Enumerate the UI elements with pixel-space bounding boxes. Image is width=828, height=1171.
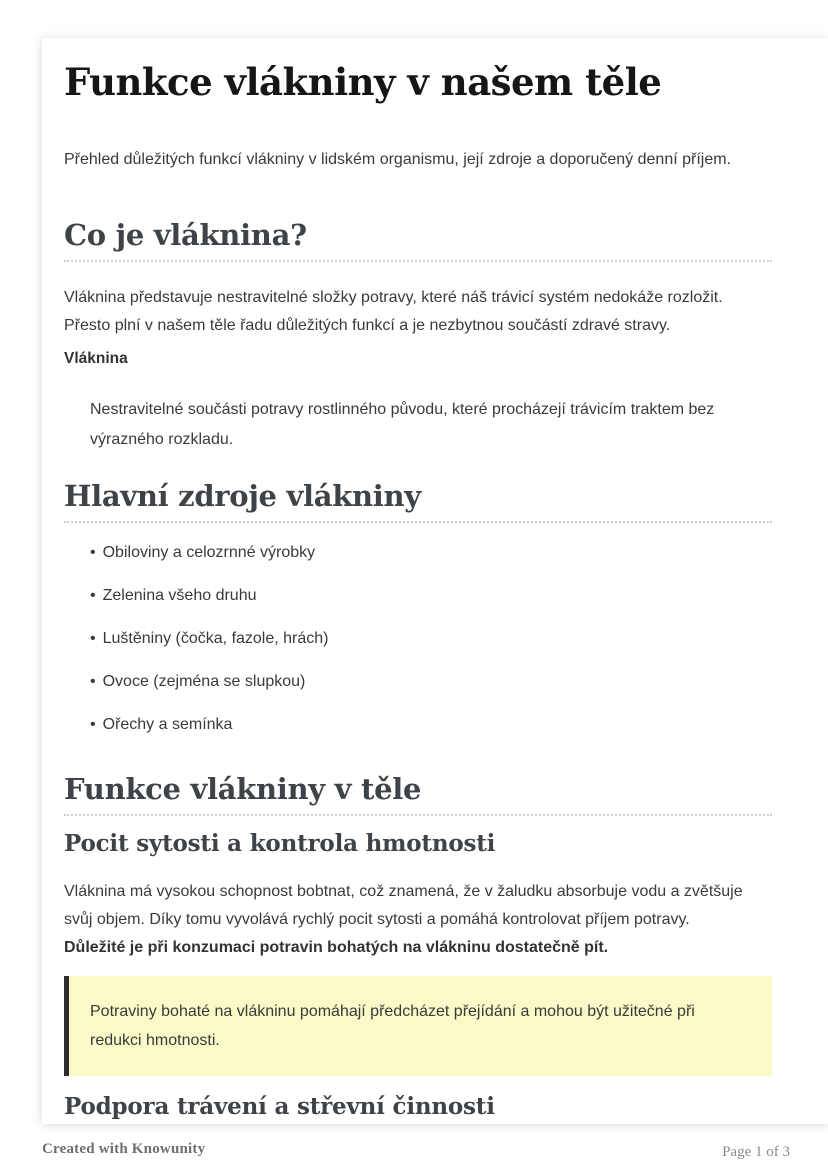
paragraph-satiety-text: Vláknina má vysokou schopnost bobtnat, což znamená, že v žaludku absorbuje vodu a zvětšuje svůj objem. Díky tomu vyvolává rychlý pocit sytosti a pomáhá kontrolovat příjem potravy. [64, 883, 743, 928]
bullet-icon: • [90, 673, 96, 690]
list-item-label: Ořechy a semínka [102, 716, 233, 733]
section-heading-sources: Hlavní zdroje vlákniny [64, 479, 772, 523]
section-heading-functions: Funkce vlákniny v těle [64, 772, 772, 816]
list-item-label: Zelenina všeho druhu [102, 587, 257, 604]
list-item [90, 625, 772, 653]
definition-term: Vláknina [64, 350, 128, 367]
list-item-label: Ovoce (zejména se slupkou) [102, 673, 306, 690]
bullet-icon: • [90, 716, 96, 733]
fiber-sources-list [64, 539, 772, 739]
highlight-callout [64, 976, 772, 1076]
list-item [90, 539, 772, 567]
section-what-is-fiber [64, 218, 772, 455]
paragraph-satiety-emphasis: Důležité je při konzumaci potravin bohatých na vlákninu dostatečně pít. [64, 939, 609, 956]
subsection-heading-digestion: Podpora trávení a střevní činnosti [64, 1093, 495, 1120]
page-number-indicator: Page 1 of 3 [722, 1144, 790, 1160]
document-subtitle: Přehled důležitých funkcí vlákniny v lidském organismu, její zdroje a doporučený denní příjem. [64, 151, 731, 168]
bullet-icon: • [90, 587, 96, 604]
paragraph-what-is: Vláknina představuje nestravitelné složky potravy, které náš trávicí systém nedokáže rozložit. Přesto plní v našem těle řadu důležitých funkcí a je nezbytnou součástí zdravé stravy. [64, 289, 723, 334]
list-item [90, 582, 772, 610]
document-page [42, 38, 828, 1124]
bullet-icon: • [90, 630, 96, 647]
list-item [90, 668, 772, 696]
definition-text: Nestravitelné součásti potravy rostlinného původu, které procházejí trávicím traktem bez výrazného rozkladu. [90, 401, 715, 448]
list-item-label: Luštěniny (čočka, fazole, hrách) [102, 630, 329, 647]
watermark-created-with: Created with Knowunity [42, 1141, 206, 1157]
page-title: Funkce vlákniny v našem těle [64, 60, 662, 104]
bullet-icon: • [90, 544, 96, 561]
list-item [90, 711, 772, 739]
section-fiber-sources [64, 479, 772, 739]
callout-text: Potraviny bohaté na vlákninu pomáhají předcházet přejídání a mohou být užitečné při redukci hmotnosti. [90, 1003, 695, 1049]
subsection-heading-satiety: Pocit sytosti a kontrola hmotnosti [64, 830, 496, 857]
list-item-label: Obiloviny a celozrnné výrobky [102, 544, 316, 561]
section-heading-what-is: Co je vláknina? [64, 218, 772, 262]
paragraph-satiety [64, 878, 772, 962]
section-fiber-functions [64, 772, 772, 1122]
